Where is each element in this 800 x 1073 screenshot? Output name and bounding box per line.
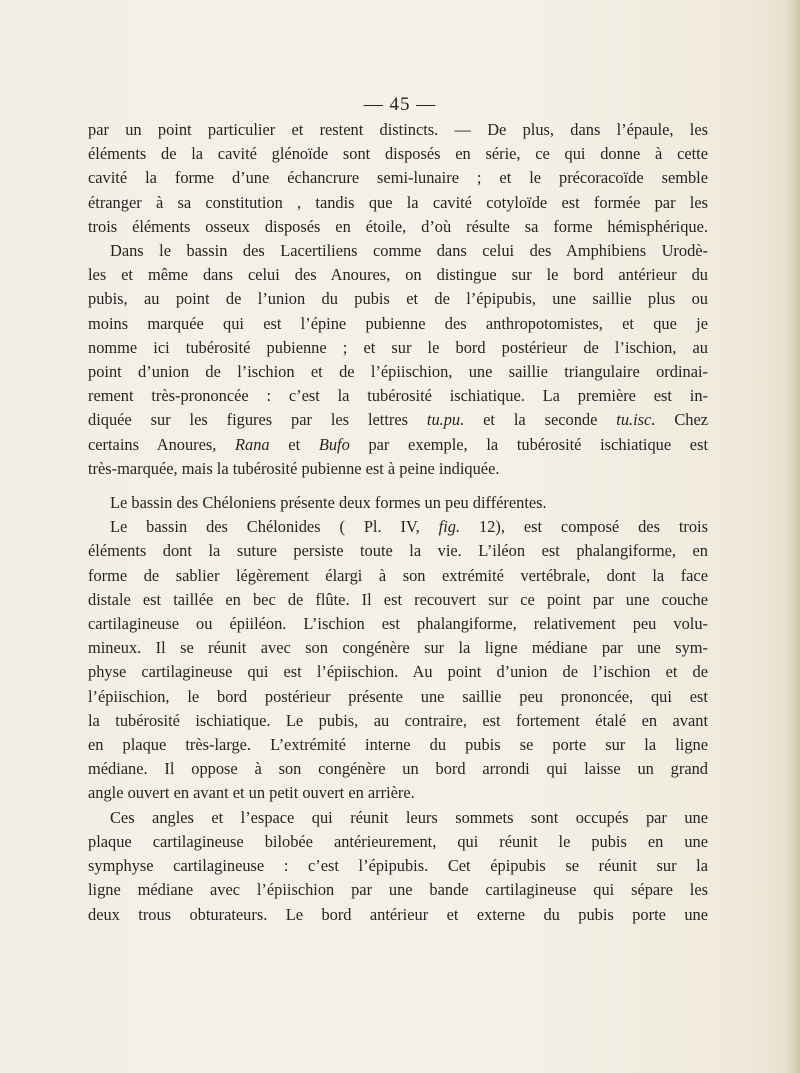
- paragraph-gap: [88, 481, 708, 491]
- text-line: Le bassin des Chéloniens présente deux formes un peu différentes.: [110, 493, 547, 513]
- paragraph: [88, 118, 708, 239]
- body-text: [88, 118, 708, 927]
- text-line: Le bassin des Chélonides ( Pl. IV, fig. 12), est composé des trois: [110, 517, 708, 537]
- text-line: pubis, au point de l’union du pubis et de l’épipubis, une saillie plus ou: [88, 289, 708, 309]
- text-line: distale est taillée en bec de flûte. Il est recouvert sur ce point par une couche: [88, 589, 708, 609]
- text-line: éléments de la cavité glénoïde sont disposés en série, ce qui donne à cette: [88, 144, 708, 164]
- text-line: cartilagineuse ou épiiléon. L’ischion est phalangiforme, relativement peu volu-: [88, 614, 708, 634]
- text-line: les et même dans celui des Anoures, on distingue sur le bord antérieur du: [88, 265, 708, 285]
- text-line: la tubérosité ischiatique. Le pubis, au contraire, est fortement étalé en avant: [88, 710, 708, 730]
- text-line: l’épiischion, le bord postérieur présente une saillie peu prononcée, qui est: [88, 686, 708, 706]
- text-line: cavité la forme d’une échancrure semi-lunaire ; et le précoracoïde semble: [88, 168, 708, 188]
- text-line: par un point particulier et restent distincts. — De plus, dans l’épaule, les: [88, 120, 708, 139]
- paragraph: [88, 239, 708, 481]
- text-line: symphyse cartilagineuse : c’est l’épipubis. Cet épipubis se réunit sur la: [88, 856, 708, 876]
- text-line: forme de sablier légèrement élargi à son extrémité vertébrale, dont la face: [88, 565, 708, 585]
- text-line: certains Anoures, Rana et Bufo par exemple, la tubérosité ischiatique est: [88, 434, 708, 454]
- paragraph: [88, 491, 708, 515]
- text-line: diquée sur les figures par les lettres tu.pu. et la seconde tu.isc. Chez: [88, 410, 708, 430]
- text-line: ligne médiane avec l’épiischion par une bande cartilagineuse qui sépare les: [88, 880, 708, 900]
- text-line: point d’union de l’ischion et de l’épiischion, une saillie triangulaire ordinai-: [88, 362, 708, 382]
- text-line: médiane. Il oppose à son congénère un bord arrondi qui laisse un grand: [88, 759, 708, 779]
- text-line: angle ouvert en avant et un petit ouvert en arrière.: [88, 783, 415, 803]
- text-line: nomme ici tubérosité pubienne ; et sur le bord postérieur de l’ischion, au: [88, 337, 708, 357]
- text-line: moins marquée qui est l’épine pubienne des anthropotomistes, et que je: [88, 313, 708, 333]
- page-edge-shadow: [786, 0, 800, 1073]
- paragraph: [88, 515, 708, 805]
- text-line: très-marquée, mais la tubérosité pubienne est à peine indiquée.: [88, 458, 500, 478]
- text-line: rement très-prononcée : c’est la tubérosité ischiatique. La première est in-: [88, 386, 708, 406]
- text-line: éléments dont la suture persiste toute la vie. L’iléon est phalangiforme, en: [88, 541, 708, 561]
- text-line: trois éléments osseux disposés en étoile, d’où résulte sa forme hémisphérique.: [88, 216, 708, 236]
- page-number: — 45 —: [363, 94, 437, 115]
- text-line: physe cartilagineuse qui est l’épiischion. Au point d’union de l’ischion et de: [88, 662, 708, 682]
- text-line: deux trous obturateurs. Le bord antérieur et externe du pubis porte une: [88, 904, 708, 924]
- text-line: Ces angles et l’espace qui réunit leurs sommets sont occupés par une: [110, 807, 708, 827]
- text-line: étranger à sa constitution , tandis que la cavité cotyloïde est formée par les: [88, 192, 708, 212]
- text-line: mineux. Il se réunit avec son congénère sur la ligne médiane par une sym-: [88, 638, 708, 658]
- paragraph: [88, 806, 708, 927]
- text-line: en plaque très-large. L’extrémité interne du pubis se porte sur la ligne: [88, 735, 708, 755]
- text-line: Dans le bassin des Lacertiliens comme dans celui des Amphibiens Urodè-: [110, 241, 708, 261]
- text-line: plaque cartilagineuse bilobée antérieurement, qui réunit le pubis en une: [88, 831, 708, 851]
